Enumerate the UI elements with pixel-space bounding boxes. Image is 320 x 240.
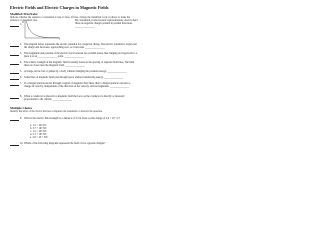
answer-blank[interactable] [10, 46, 19, 47]
question-text: The diagram below represents the electric potential for a negative charge. The electric potential is larger near the charge and decreases, approaching zero, as r increases. _______________ [24, 43, 137, 50]
question-text: If a charged particle moves through a region of magnetic field lines, then a charged particle can have a change in velocity, independent of the direction of the velocity, and its magnitude. _______________ [24, 82, 131, 89]
question-9 [10, 117, 140, 121]
answer-blank[interactable] [10, 145, 19, 146]
potential-graph [22, 19, 62, 40]
graph-y-label: F [22, 21, 24, 24]
question-text: A charge can be lost or gained by a body without changing the potential energy. _______________ [24, 70, 127, 73]
question-4 [10, 61, 140, 68]
answer-option[interactable]: c. 1.5 × 10⁴ N/C [30, 130, 47, 134]
question-text: Which of the following diagrams represents the field of two opposite charges? [24, 142, 106, 145]
answer-blank[interactable] [10, 98, 19, 99]
worksheet-page [0, 0, 149, 198]
question-5 [10, 70, 140, 74]
question-number: 2. [20, 43, 22, 46]
answer-blank[interactable] [10, 64, 19, 65]
graph-x-label: r [59, 38, 60, 40]
question-text: The relative strength of the magnetic field is usually based on the spacing of adjacent field lines. The field lines are closer near the magnetic field. _______________ [24, 61, 135, 68]
question-number: 8. [20, 95, 22, 98]
answer-option[interactable]: b. 3.7 × 10³ N/C [30, 127, 47, 131]
question-number: 1. [20, 23, 22, 26]
question-3 [10, 52, 140, 59]
question-text: The magnitude and position of the electric force between two parallel plates, like bringing an 8 approach to a plate is at an _______________ point. _______________ [24, 52, 138, 59]
answer-options [30, 124, 48, 139]
section-instructions: Identify the letter of the choice that best completes the statement or answers the question. [10, 109, 103, 113]
answer-option[interactable]: d. 5.1 × 10³ N/C [30, 133, 47, 137]
question-number: 5. [20, 70, 22, 73]
question-number: 9. [20, 117, 22, 120]
answer-blank[interactable] [10, 55, 19, 56]
question-2 [10, 43, 140, 50]
answer-blank[interactable] [10, 73, 19, 74]
page-title: Electric Fields and Electric Charges in Magnetic Fields [10, 5, 109, 10]
answer-option[interactable]: a. 1.5 × 10³ N/C [30, 124, 47, 127]
question-text: What is the electric field strength at a distance of 3.5 m from a point charge of 2.0 × 10⁻⁶ C? [24, 117, 121, 120]
answer-option[interactable]: e. 2.8 × 10⁻¹ N/C [30, 136, 49, 140]
graph-curve [27, 21, 60, 38]
answer-blank[interactable] [10, 85, 19, 86]
section-instructions: Indicate whether the sentence or statement is true or false. If false, change the identified word or phrase to make the sentence or statement true. [10, 15, 131, 22]
answer-blank[interactable] [10, 120, 19, 121]
section-title-multiple-choice: Multiple Choice [10, 106, 32, 110]
question-text: Some lines of magnetic field pass through space without transferring energy. _______________ [24, 76, 124, 79]
answer-blank[interactable] [10, 26, 19, 27]
question-text: By convention, in electrostatic representations, electric field lines are negative charges pointed in parallel directions. _______________ [75, 19, 138, 29]
section-title-true-false: Modified True/False [10, 12, 38, 16]
question-number: 6. [20, 76, 22, 79]
question-number: 4. [20, 61, 22, 64]
question-7 [10, 82, 140, 89]
question-6 [10, 76, 140, 80]
question-number: 10. [20, 142, 24, 145]
answer-blank[interactable] [10, 79, 19, 80]
question-10 [10, 142, 140, 146]
question-text: When a conductor is placed in a magnetic field the force on the conductor is directly or inversely proportional to the current. _______________ [24, 95, 125, 102]
question-number: 7. [20, 82, 22, 85]
question-number: 3. [20, 52, 22, 55]
question-8 [10, 95, 140, 102]
